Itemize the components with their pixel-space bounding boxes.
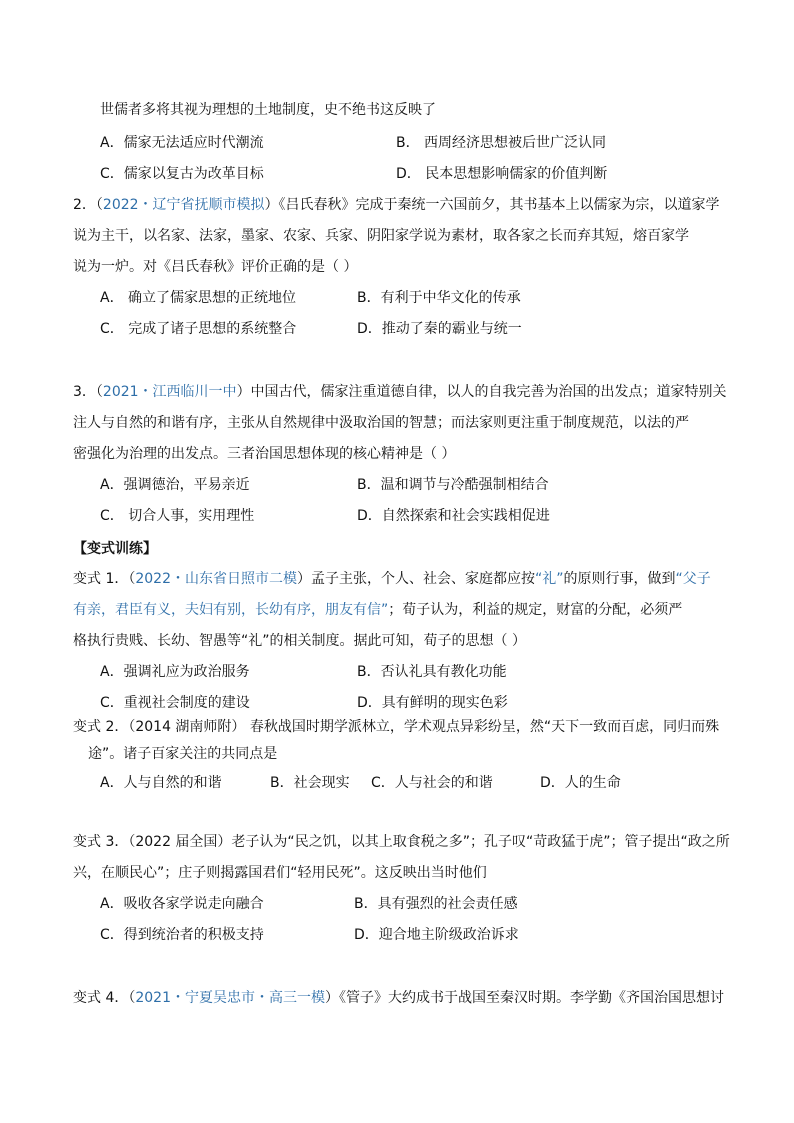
q1-option-c[interactable]: C．儒家以复古为改革目标 [100,166,264,182]
q3-option-c[interactable]: C． 切合人事，实用理性 [100,508,255,524]
v1-text-2: 的原则行事，做到 [563,571,676,587]
v1-stem-line1 [73,570,711,588]
v1-option-a[interactable]: A．强调礼应为政治服务 [100,664,250,680]
v4-label: 变式 4．（ [73,990,136,1006]
q2-stem-line2: 说为主干，以名家、法家，墨家、农家、兵家、阴阳家学说为素材，取各家之长而弃其短，熔百家学 [73,228,689,244]
v1-label: 变式 1．（ [73,571,136,587]
v4-source: 2021・宁夏吴忠市・高三一模 [135,990,325,1006]
v2-option-b[interactable]: B．社会现实 [270,775,350,791]
v1-stem-line3: 格执行贵贱、长幼、智愚等“礼”的相关制度。据此可知，荀子的思想（ ） [73,633,526,649]
v1-option-c[interactable]: C．重视社会制度的建设 [100,695,250,711]
v4-stem-line1 [73,989,724,1007]
q2-option-a[interactable]: A． 确立了儒家思想的正统地位 [100,290,297,306]
v4-text: ）《管子》大约成书于战国至秦汉时期。李学勤《齐国治国思想讨 [325,990,724,1006]
q3-option-b[interactable]: B．温和调节与冷酷强制相结合 [357,477,549,493]
q2-number: 2．（ [73,197,103,213]
v2-option-c[interactable]: C．人与社会的和谐 [371,775,493,791]
v3-option-a[interactable]: A．吸收各家学说走向融合 [100,896,264,912]
q1-stem-tail: 世儒者多将其视为理想的土地制度，史不绝书这反映了 [100,102,436,118]
v3-option-b[interactable]: B．具有强烈的社会责任感 [354,896,518,912]
q3-stem-line2: 注人与自然的和谐有序，主张从自然规律中汲取治国的智慧；而法家则更注重于制度规范，以法的严 [73,415,689,431]
q3-option-d[interactable]: D．自然探索和社会实践相促进 [357,508,550,524]
q1-option-a[interactable]: A．儒家无法适应时代潮流 [100,135,264,151]
v1-option-d[interactable]: D．具有鲜明的现实色彩 [357,695,508,711]
q3-stem-text: ）中国古代，儒家注重道德自律，以人的自我完善为治国的出发点；道家特别关 [236,384,727,400]
q3-number: 3．（ [73,384,103,400]
v1-stem-line2 [73,601,682,619]
q3-stem-line3: 密强化为治理的出发点。三者治国思想体现的核心精神是（ ） [73,446,456,462]
q1-option-d[interactable]: D． 民本思想影响儒家的价值判断 [396,166,608,182]
v1-quote-start: “父子 [675,571,711,587]
q3-stem-line1 [73,383,727,401]
q2-stem-text: ）《吕氏春秋》完成于秦统一六国前夕，其书基本上以儒家为宗，以道家学 [264,197,720,213]
q2-option-c[interactable]: C． 完成了诸子思想的系统整合 [100,321,297,337]
q3-source: 2021・江西临川一中 [102,384,237,400]
v2-option-d[interactable]: D．人的生命 [540,775,621,791]
q1-option-b[interactable]: B． 西周经济思想被后世广泛认同 [396,135,607,151]
q2-source: 2022・辽宁省抚顺市模拟 [102,197,265,213]
v1-quote-li: “礼” [535,571,564,587]
v2-stem-line1: 变式 2．（2014 湖南师附） 春秋战国时期学派林立，学术观点异彩纷呈，然“天下一致而百虑，同归而殊 [73,719,720,735]
v2-stem-line2: 途”。诸子百家关注的共同点是 [88,746,278,762]
section-title: 【变式训练】 [73,541,157,557]
q3-option-a[interactable]: A．强调德治，平易亲近 [100,477,250,493]
v2-option-a[interactable]: A．人与自然的和谐 [100,775,222,791]
v1-option-b[interactable]: B．否认礼具有教化功能 [357,664,507,680]
v1-text-3: ；荀子认为，利益的规定，财富的分配，必须严 [388,602,683,618]
q2-stem-line1 [73,196,720,214]
v3-stem-line2: 兴，在顺民心”；庄子则揭露国君们“轻用民死”。这反映出当时他们 [73,865,487,881]
q2-stem-line3: 说为一炉。对《吕氏春秋》评价正确的是（ ） [73,259,358,275]
v3-option-c[interactable]: C．得到统治者的积极支持 [100,927,264,943]
v3-option-d[interactable]: D．迎合地主阶级政治诉求 [354,927,519,943]
q2-option-d[interactable]: D．推动了秦的霸业与统一 [357,321,522,337]
v3-stem-line1: 变式 3．（2022 届全国）老子认为“民之饥，以其上取食税之多”；孔子叹“苛政猛于虎”；管子提出“政之所 [73,834,730,850]
v1-quote-continued: 有亲，君臣有义，夫妇有别，长幼有序，朋友有信” [73,602,389,618]
v1-source: 2022・山东省日照市二模 [135,571,297,587]
v1-text-1: ）孟子主张，个人、社会、家庭都应按 [297,571,535,587]
q2-option-b[interactable]: B．有利于中华文化的传承 [357,290,521,306]
